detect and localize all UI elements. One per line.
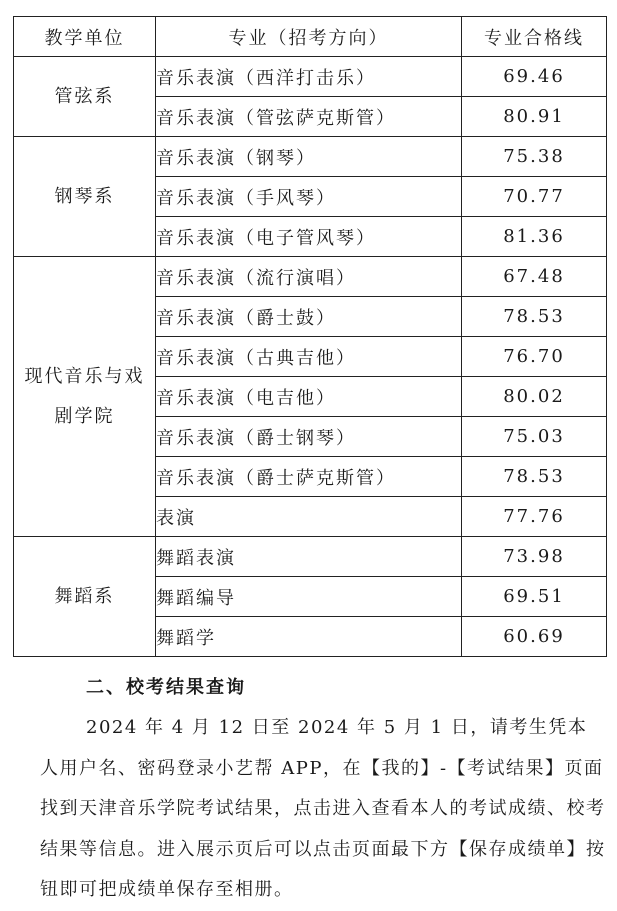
- score-cell: 80.02: [462, 377, 607, 417]
- table-header-row: [14, 17, 607, 57]
- score-cell: 67.48: [462, 257, 607, 297]
- header-unit: 教学单位: [14, 17, 156, 57]
- major-cell: 舞蹈学: [156, 617, 462, 657]
- table-row: [14, 57, 607, 97]
- teaching-unit-label: 钢琴系: [54, 185, 115, 207]
- table-row: [14, 537, 607, 577]
- major-cell: 音乐表演（爵士萨克斯管）: [156, 457, 462, 497]
- major-cell: 音乐表演（电吉他）: [156, 377, 462, 417]
- major-cell: 音乐表演（手风琴）: [156, 177, 462, 217]
- section-body-text: 2024 年 4 月 12 日至 2024 年 5 月 1 日，请考生凭本人用户名、密码登录小艺帮 APP，在【我的】-【考试结果】页面找到天津音乐学院考试结果，点击进入查看本人的考试成绩、校考结果等信息。进入展示页后可以点击页面最下方【保存成绩单】按钮即可把成绩单保存至相册。: [40, 717, 606, 900]
- score-cell: 78.53: [462, 457, 607, 497]
- score-cell: 69.46: [462, 57, 607, 97]
- major-cell: 舞蹈编导: [156, 577, 462, 617]
- table-body: [14, 57, 607, 657]
- major-cell: 音乐表演（流行演唱）: [156, 257, 462, 297]
- teaching-unit-label: 现代音乐与戏剧学院: [24, 365, 145, 427]
- major-cell: 音乐表演（爵士鼓）: [156, 297, 462, 337]
- teaching-unit-label: 舞蹈系: [54, 585, 115, 607]
- score-cell: 77.76: [462, 497, 607, 537]
- major-cell: 音乐表演（管弦萨克斯管）: [156, 97, 462, 137]
- score-cell: 75.38: [462, 137, 607, 177]
- score-cell: 69.51: [462, 577, 607, 617]
- header-major: 专业（招考方向）: [156, 17, 462, 57]
- score-cell: 81.36: [462, 217, 607, 257]
- score-cell: 76.70: [462, 337, 607, 377]
- teaching-unit-label: 管弦系: [54, 85, 115, 107]
- major-cell: 舞蹈表演: [156, 537, 462, 577]
- major-cell: 音乐表演（电子管风琴）: [156, 217, 462, 257]
- teaching-unit-cell: [14, 57, 156, 137]
- teaching-unit-cell: [14, 137, 156, 257]
- qualifying-score-table: [13, 16, 607, 657]
- teaching-unit-cell: [14, 257, 156, 537]
- table-row: [14, 137, 607, 177]
- major-cell: 音乐表演（爵士钢琴）: [156, 417, 462, 457]
- score-cell: 60.69: [462, 617, 607, 657]
- section-heading: 二、校考结果查询: [86, 677, 246, 698]
- header-score: 专业合格线: [462, 17, 607, 57]
- score-cell: 70.77: [462, 177, 607, 217]
- score-cell: 73.98: [462, 537, 607, 577]
- major-cell: 音乐表演（古典吉他）: [156, 337, 462, 377]
- major-cell: 表演: [156, 497, 462, 537]
- score-cell: 80.91: [462, 97, 607, 137]
- major-cell: 音乐表演（钢琴）: [156, 137, 462, 177]
- major-cell: 音乐表演（西洋打击乐）: [156, 57, 462, 97]
- table-row: [14, 257, 607, 297]
- teaching-unit-cell: [14, 537, 156, 657]
- score-cell: 75.03: [462, 417, 607, 457]
- score-cell: 78.53: [462, 297, 607, 337]
